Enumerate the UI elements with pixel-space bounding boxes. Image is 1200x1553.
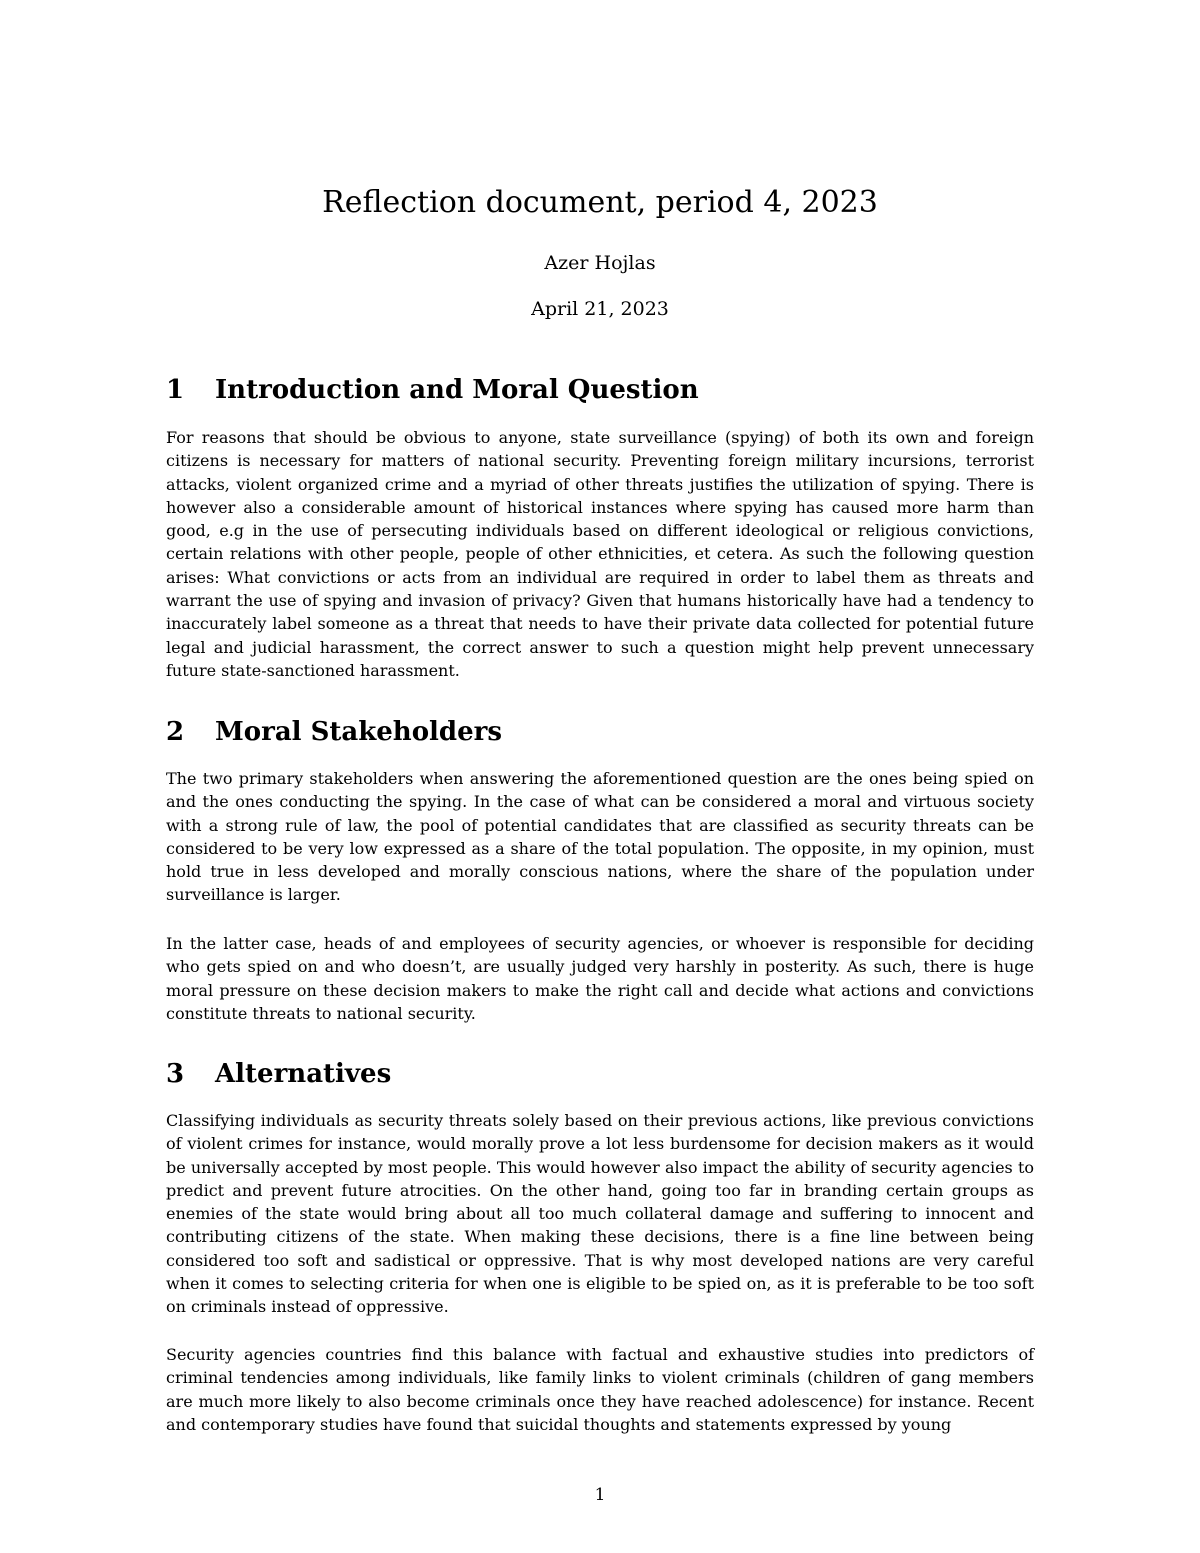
document-title: Reflection document, period 4, 2023 bbox=[322, 185, 878, 220]
paragraph-stakeholders-1: The two primary stakeholders when answering the aforementioned question are the ones being spied on and the ones conducting the spying. In the case of what can be considered a moral and virtuous society with a strong rule of law, the pool of potential candidates that are classified as security threats can be considered to be very low expressed as a share of the total population. The opposite, in my opinion, must hold true in less developed and morally conscious nations, where the share of the population under surveillance is larger. bbox=[166, 769, 1034, 905]
paragraph-introduction: For reasons that should be obvious to anyone, state surveillance (spying) of both its own and foreign citizens is necessary for matters of national security. Preventing foreign military incursions, terrorist attacks, violent organized crime and a myriad of other threats justifies the utilization of spying. There is however also a considerable amount of historical instances where spying has caused more harm than good, e.g in the use of persecuting individuals based on different ideological or religious convictions, certain relations with other people, people of other ethnicities, et cetera. As such the following question arises: What convictions or acts from an individual are required in order to label them as threats and warrant the use of spying and invasion of privacy? Given that humans historically have had a tendency to inaccurately label someone as a threat that needs to have their private data collected for potential future legal and judicial harassment, the correct answer to such a question might help prevent unnecessary future state-sanctioned harassment. bbox=[166, 428, 1034, 680]
section-number: 3 bbox=[166, 1059, 185, 1089]
section-heading-introduction bbox=[166, 374, 699, 406]
document-author: Azer Hojlas bbox=[544, 252, 656, 274]
section-number: 1 bbox=[166, 375, 185, 405]
paragraph-alternatives-1: Classifying individuals as security threats solely based on their previous actions, like previous convictions of violent crimes for instance, would morally prove a lot less burdensome for decision makers as it would be universally accepted by most people. This would however also impact the ability of security agencies to predict and prevent future atrocities. On the other hand, going too far in branding certain groups as enemies of the state would bring about all too much collateral damage and suffering to innocent and contributing citizens of the state. When making these decisions, there is a fine line between being considered too soft and sadistical or oppressive. That is why most developed nations are very careful when it comes to selecting criteria for when one is eligible to be spied on, as it is preferable to be too soft on criminals instead of oppressive. bbox=[166, 1111, 1034, 1317]
section-heading-alternatives bbox=[166, 1058, 391, 1090]
section-heading-moral-stakeholders bbox=[166, 716, 502, 748]
section-title: Introduction and Moral Question bbox=[215, 375, 699, 405]
section-title: Moral Stakeholders bbox=[215, 717, 502, 747]
paragraph-stakeholders-2: In the latter case, heads of and employees of security agencies, or whoever is responsible for deciding who gets spied on and who doesn’t, are usually judged very harshly in posterity. As such, there is huge moral pressure on these decision makers to make the right call and decide what actions and convictions constitute threats to national security. bbox=[166, 934, 1034, 1023]
section-number: 2 bbox=[166, 717, 185, 747]
paragraph-alternatives-2: Security agencies countries find this balance with factual and exhaustive studies into predictors of criminal tendencies among individuals, like family links to violent criminals (children of gang members are much more likely to also become criminals once they have reached adolescence) for instance. Recent and contemporary studies have found that suicidal thoughts and statements expressed by young bbox=[166, 1345, 1034, 1434]
page-number: 1 bbox=[594, 1485, 606, 1505]
document-date: April 21, 2023 bbox=[531, 298, 669, 320]
section-title: Alternatives bbox=[215, 1059, 392, 1089]
